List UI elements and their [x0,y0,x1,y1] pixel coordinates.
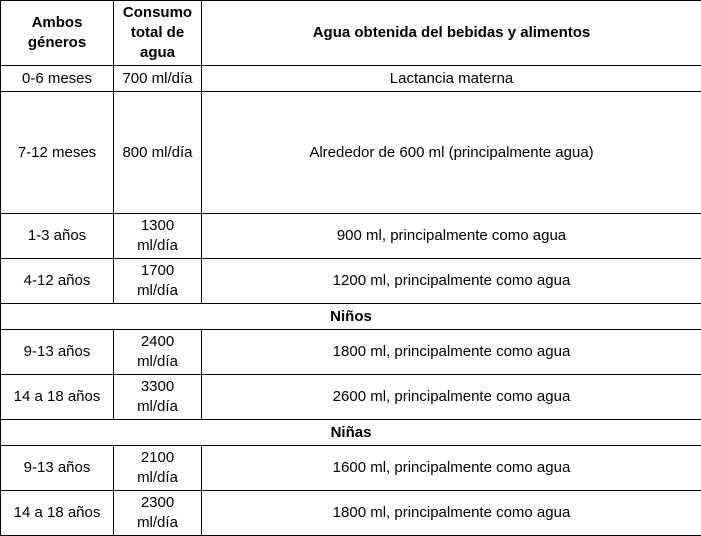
total-intake-cell: 2300 ml/día [114,491,202,536]
header-source: Agua obtenida del bebidas y alimentos [202,1,701,66]
age-cell: 9-13 años [1,446,114,491]
source-cell: 2600 ml, principalmente como agua [202,375,701,420]
age-cell: 7-12 meses [1,92,114,214]
table-row [1,259,701,304]
source-cell: Alrededor de 600 ml (principalmente agua) [202,92,701,214]
age-cell: 14 a 18 años [1,491,114,536]
source-cell: 1600 ml, principalmente como agua [202,446,701,491]
table-row [1,214,701,259]
age-cell: 4-12 años [1,259,114,304]
source-cell: 1800 ml, principalmente como agua [202,330,701,375]
group-label: Niñas [1,420,701,446]
table-row [1,491,701,536]
table-row [1,66,701,92]
total-intake-cell: 2100 ml/día [114,446,202,491]
header-gender: Ambos géneros [1,1,114,66]
table-row [1,92,701,214]
age-cell: 0-6 meses [1,66,114,92]
group-label: Niños [1,304,701,330]
source-cell: 900 ml, principalmente como agua [202,214,701,259]
group-header-row [1,304,701,330]
total-intake-cell: 1300 ml/día [114,214,202,259]
group-header-row [1,420,701,446]
source-cell: 1800 ml, principalmente como agua [202,491,701,536]
total-intake-cell: 3300 ml/día [114,375,202,420]
total-intake-cell: 2400 ml/día [114,330,202,375]
header-total-intake: Consumo total de agua [114,1,202,66]
table-row [1,375,701,420]
table-row [1,330,701,375]
age-cell: 14 a 18 años [1,375,114,420]
header-row [1,1,701,66]
total-intake-cell: 700 ml/día [114,66,202,92]
age-cell: 9-13 años [1,330,114,375]
total-intake-cell: 800 ml/día [114,92,202,214]
source-cell: 1200 ml, principalmente como agua [202,259,701,304]
total-intake-cell: 1700 ml/día [114,259,202,304]
source-cell: Lactancia materna [202,66,701,92]
table-row [1,446,701,491]
age-cell: 1-3 años [1,214,114,259]
